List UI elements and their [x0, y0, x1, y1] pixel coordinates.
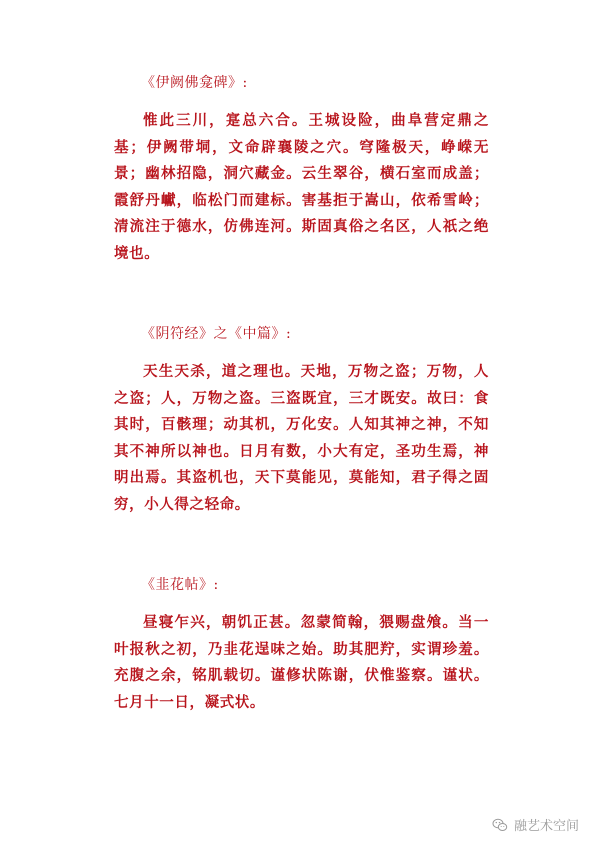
section-title: 《阴符经》之《中篇》: — [141, 326, 292, 342]
section-jiuhua-tie — [114, 576, 489, 716]
section-body: 昼寝乍兴，朝饥正甚。忽蒙简翰，猥赐盘飧。当一叶报秋之初，乃韭花逞味之始。助其肥羜，实谓珍羞。充腹之余，铭肌载切。谨修状陈谢，伏惟鉴察。谨状。七月十一日，凝式状。 — [114, 614, 489, 711]
section-yinfu-jing — [114, 325, 489, 518]
section-title: 《韭花帖》: — [141, 577, 219, 593]
section-body: 天生天杀，道之理也。天地，万物之盗；万物，人之盗；人，万物之盗。三盗既宜，三才既安。故曰：食其时，百骸理；动其机，万化安。人知其神之神，不知其不神所以神也。日月有数，小大有定，圣功生焉，神明出焉。其盗机也，天下莫能见，莫能知，君子得之固穷，小人得之轻命。 — [114, 363, 489, 513]
watermark — [492, 815, 579, 834]
wechat-icon — [492, 817, 508, 833]
section-yique-fokan-bei — [114, 74, 489, 267]
watermark-text: 融艺术空间 — [513, 819, 579, 834]
section-title: 《伊阙佛龛碑》: — [141, 75, 248, 91]
section-body: 惟此三川，寔总六合。王城设险，曲阜营定鼎之基；伊阙带垌，文命辟襄陵之穴。穹隆极天，峥嵘无景；幽林招隐，洞穴藏金。云生翠谷，横石室而成盖；霞舒丹巘，临松门而建标。害基拒于嵩山，依希雪岭；清流注于德水，仿佛连河。斯固真俗之名区，人祇之绝境也。 — [114, 112, 489, 262]
